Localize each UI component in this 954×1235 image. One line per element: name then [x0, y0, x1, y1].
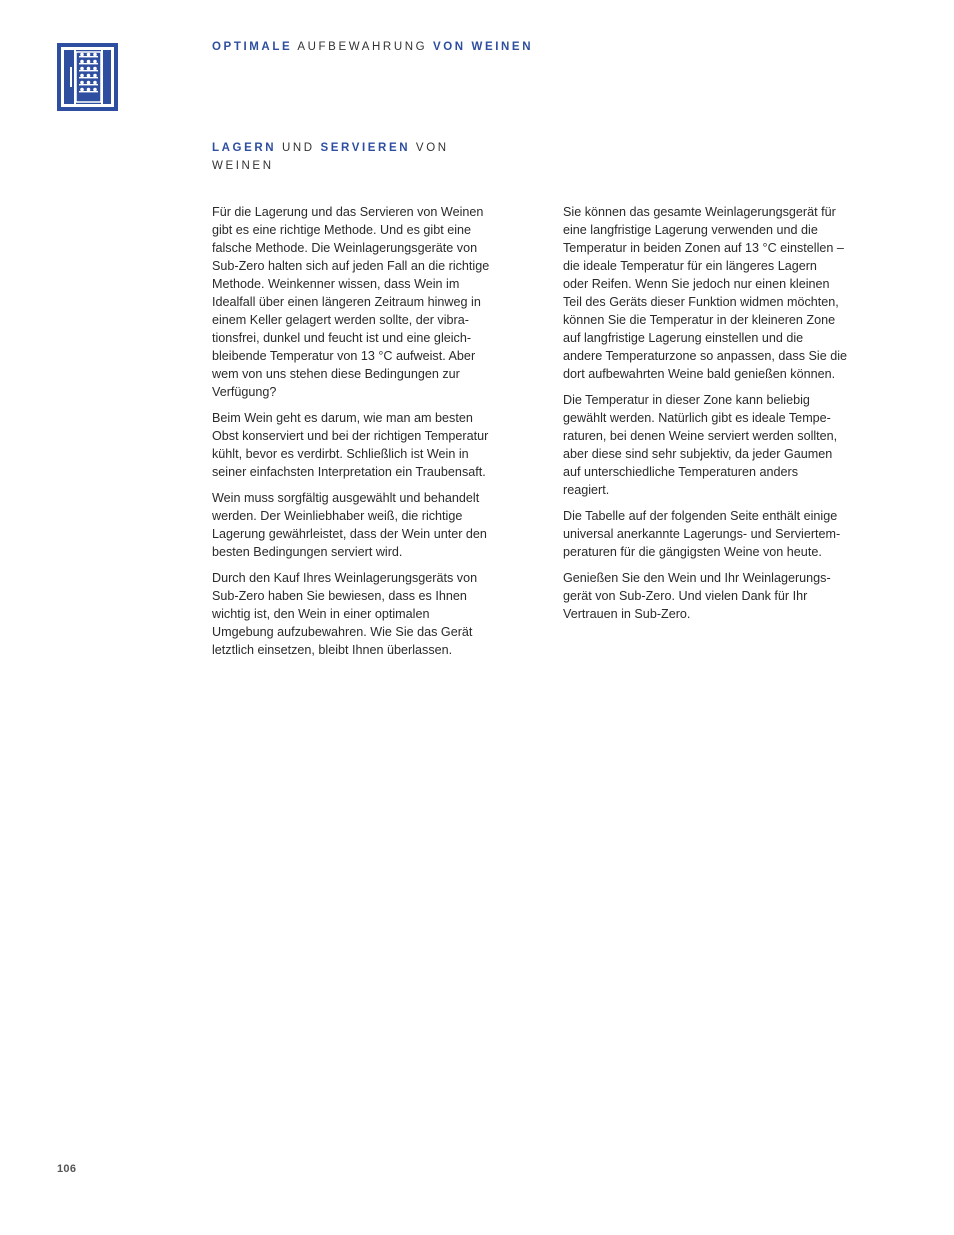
- section-title-emphasis-2: SERVIEREN: [320, 142, 411, 154]
- paragraph: Beim Wein geht es darum, wie man am besten Obst konserviert und bei der richtigen Temperatur kühlt, bevor es verdirbt. Schließlich ist Wein in seiner einfachsten Interpretation ein Traubensaft.: [212, 411, 489, 479]
- paragraph: Wein muss sorgfältig ausgewählt und behandelt werden. Der Weinliebhaber weiß, die richtige Lagerung gewährleistet, dass der Wein unter den besten Bedingungen serviert wird.: [212, 491, 487, 559]
- paragraph: Durch den Kauf Ihres Weinlagerungsgeräts von Sub-Zero haben Sie bewiesen, dass es Ihnen wichtig ist, den Wein in einer optimalen Umgebung aufzubewahren. Wie Sie das Gerät letztlich einsetzen, bleibt Ihnen überlassen.: [212, 571, 478, 657]
- page-header-title: [212, 40, 533, 54]
- paragraph: Die Tabelle auf der folgenden Seite enthält einige universal anerkannte Lagerungs- und Serviertem- peraturen für die gängigsten Weine von heute.: [563, 509, 841, 559]
- wine-storage-icon: [57, 43, 118, 111]
- section-title-end: VON WEINEN: [212, 142, 449, 172]
- paragraph: Die Temperatur in dieser Zone kann beliebig gewählt werden. Natürlich gibt es ideale Tempe- raturen, bei denen Weine serviert werden sollten, aber diese sind sehr subjektiv, da jeder Gaumen auf unterschiedliche Temperaturen anders reagiert.: [563, 393, 838, 497]
- header-title-emphasis-1: OPTIMALE: [212, 41, 293, 53]
- left-text-column: [212, 203, 542, 667]
- page-number: 106: [57, 1163, 77, 1175]
- paragraph: Genießen Sie den Wein und Ihr Weinlagerungs- gerät von Sub-Zero. Und vielen Dank für Ihr Vertrauen in Sub-Zero.: [563, 571, 831, 621]
- paragraph: Für die Lagerung und das Servieren von Weinen gibt es eine richtige Methode. Und es gibt eine falsche Methode. Die Weinlagerungsgeräte von Sub-Zero halten sich auf jeden Fall an die richtige Methode. Weinkenner wissen, dass Wein im Idealfall über einen längeren Zeitraum hinweg in einem Keller gelagert werden sollte, der vibra- tionsfrei, dunkel und feucht ist und eine gleich- bleibende Temperatur von 13 °C aufweist. Aber wem von uns stehen diese Bedingungen zur Verfügung?: [212, 205, 490, 399]
- header-title-middle: AUFBEWAHRUNG: [292, 41, 433, 53]
- header-title-emphasis-2: VON WEINEN: [432, 41, 534, 53]
- paragraph: Sie können das gesamte Weinlagerungsgerät für eine langfristige Lagerung verwenden und die Temperatur in beiden Zonen auf 13 °C einstellen – die ideale Temperatur für ein längeres Lagern oder Reifen. Wenn Sie jedoch nur einen kleinen Teil des Geräts dieser Funktion widmen möchten, können Sie die Temperatur in der kleineren Zone auf langfristige Lagerung einstellen und die andere Temperaturzone so anpassen, dass Sie die dort aufbewahrten Weine bald genießen können.: [563, 205, 848, 381]
- section-title-emphasis-1: LAGERN: [212, 142, 277, 154]
- section-title: [212, 139, 512, 175]
- right-text-column: [563, 203, 893, 631]
- section-title-connector: UND: [276, 142, 321, 154]
